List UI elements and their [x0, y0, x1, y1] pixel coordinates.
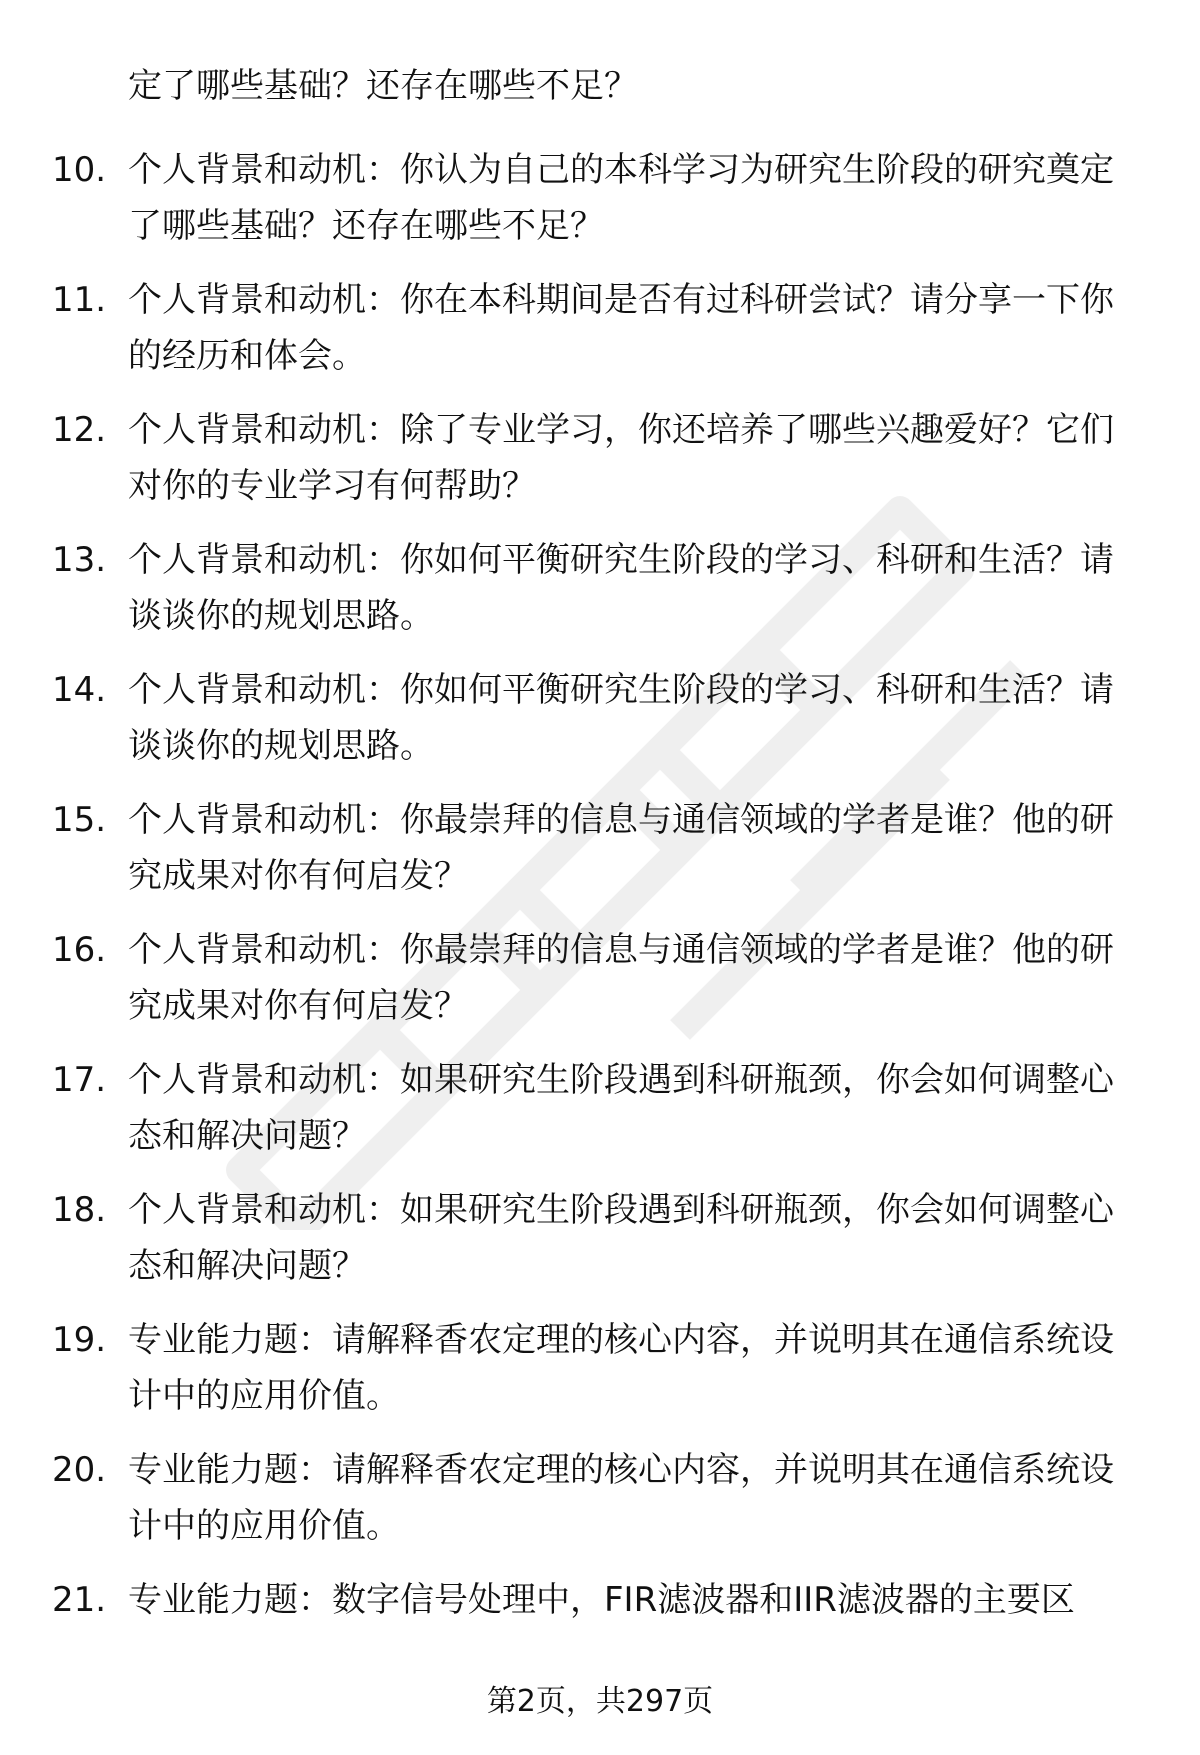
list-item [52, 272, 1152, 402]
item-text: 个人背景和动机：你如何平衡研究生阶段的学习、科研和生活？请谈谈你的规划思路。 [128, 670, 1114, 766]
list-item [52, 1182, 1152, 1312]
item-text: 个人背景和动机：你如何平衡研究生阶段的学习、科研和生活？请谈谈你的规划思路。 [128, 540, 1114, 636]
question-list [52, 142, 1152, 1702]
list-item [52, 662, 1152, 792]
item-number: 10. [52, 150, 107, 190]
item-text: 个人背景和动机：除了专业学习，你还培养了哪些兴趣爱好？它们对你的专业学习有何帮助？ [128, 410, 1114, 506]
page-footer: 第2页，共297页 [486, 1684, 714, 1719]
item-number: 16. [52, 930, 107, 970]
list-item [52, 922, 1152, 1052]
item-number: 11. [52, 280, 107, 320]
item-number: 15. [52, 800, 107, 840]
item-number: 17. [52, 1060, 107, 1100]
item-text: 个人背景和动机：你认为自己的本科学习为研究生阶段的研究奠定了哪些基础？还存在哪些不足？ [128, 150, 1114, 246]
list-item [52, 532, 1152, 662]
item-number: 21. [52, 1580, 107, 1620]
item-text: 个人背景和动机：你在本科期间是否有过科研尝试？请分享一下你的经历和体会。 [128, 280, 1114, 376]
item-text: 个人背景和动机：你最崇拜的信息与通信领域的学者是谁？他的研究成果对你有何启发？ [128, 930, 1114, 1026]
list-item [52, 792, 1152, 922]
item-text: 专业能力题：数字信号处理中，FIR滤波器和IIR滤波器的主要区 [128, 1580, 1075, 1620]
item-number: 18. [52, 1190, 107, 1230]
continued-item-text: 定了哪些基础？还存在哪些不足？ [128, 66, 638, 106]
list-item [52, 1052, 1152, 1182]
item-number: 12. [52, 410, 107, 450]
item-text: 个人背景和动机：如果研究生阶段遇到科研瓶颈，你会如何调整心态和解决问题？ [128, 1060, 1114, 1156]
list-item [52, 142, 1152, 272]
item-text: 专业能力题：请解释香农定理的核心内容，并说明其在通信系统设计中的应用价值。 [128, 1320, 1114, 1416]
item-number: 19. [52, 1320, 107, 1360]
item-text: 个人背景和动机：如果研究生阶段遇到科研瓶颈，你会如何调整心态和解决问题？ [128, 1190, 1114, 1286]
item-number: 14. [52, 670, 107, 710]
item-text: 个人背景和动机：你最崇拜的信息与通信领域的学者是谁？他的研究成果对你有何启发？ [128, 800, 1114, 896]
list-item [52, 1442, 1152, 1572]
list-item [52, 1312, 1152, 1442]
list-item [52, 402, 1152, 532]
item-number: 13. [52, 540, 107, 580]
item-text: 专业能力题：请解释香农定理的核心内容，并说明其在通信系统设计中的应用价值。 [128, 1450, 1114, 1546]
item-number: 20. [52, 1450, 107, 1490]
